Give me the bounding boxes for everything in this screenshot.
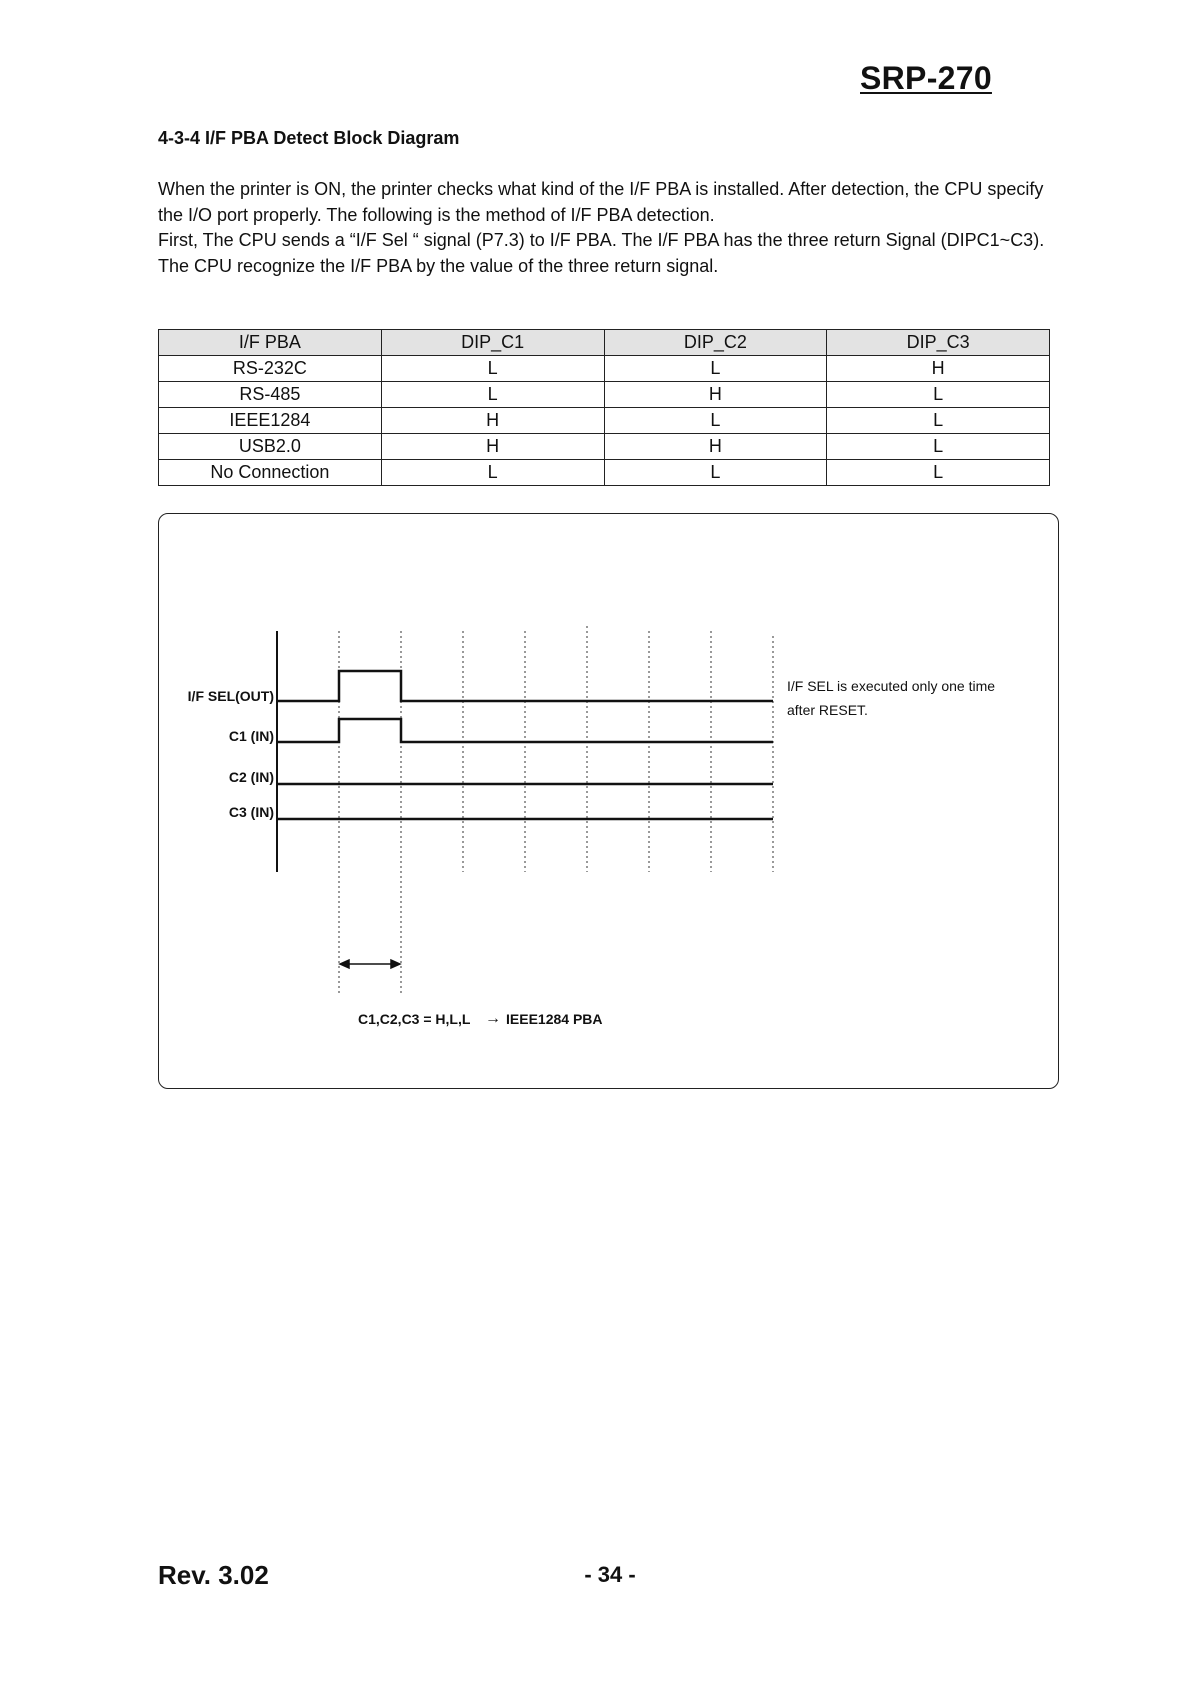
table-cell: L (381, 382, 604, 408)
result-condition: C1,C2,C3 = H,L,L (358, 1011, 471, 1027)
dip-switch-table (158, 329, 1050, 486)
page-number: - 34 - (584, 1562, 636, 1587)
table-cell: RS-232C (159, 356, 382, 382)
table-row (159, 408, 1050, 434)
duration-arrow-icon (340, 960, 400, 968)
table-row (159, 460, 1050, 486)
document-title: SRP-270 (860, 60, 992, 96)
note-line-1: I/F SEL is executed only one time (787, 678, 996, 694)
table-cell: IEEE1284 (159, 408, 382, 434)
table-row (159, 356, 1050, 382)
paragraph-1: When the printer is ON, the printer checks what kind of the I/F PBA is installed. After detection, the CPU specify the I/O port properly. The following is the method of I/F PBA detection. (158, 179, 1044, 225)
table-header-row (159, 330, 1050, 356)
result-arrow-icon: → (485, 1010, 501, 1027)
table-cell: H (604, 434, 827, 460)
table-header-cell: DIP_C3 (827, 330, 1050, 356)
signal-label-c2: C2 (IN) (228, 769, 274, 785)
table-cell: L (827, 460, 1050, 486)
table-cell: L (604, 356, 827, 382)
timing-diagram (159, 514, 1060, 1090)
table-cell: L (381, 460, 604, 486)
table-cell: No Connection (159, 460, 382, 486)
table-cell: L (604, 408, 827, 434)
table-cell: H (604, 382, 827, 408)
section-heading: 4-3-4 I/F PBA Detect Block Diagram (158, 128, 460, 148)
table-header-cell: DIP_C2 (604, 330, 827, 356)
paragraph-2: First, The CPU sends a “I/F Sel “ signal (P7.3) to I/F PBA. The I/F PBA has the three return Signal (DIPC1~C3). (158, 230, 1045, 250)
signal-label-c1: C1 (IN) (228, 728, 274, 744)
table-cell: USB2.0 (159, 434, 382, 460)
table-cell: RS-485 (159, 382, 382, 408)
table-cell: L (827, 382, 1050, 408)
note-line-2: after RESET. (787, 702, 868, 718)
timing-diagram-frame (158, 513, 1059, 1089)
signal-label-if-sel: I/F SEL(OUT) (187, 688, 274, 704)
table-cell: H (827, 356, 1050, 382)
table-row (159, 434, 1050, 460)
table-cell: L (604, 460, 827, 486)
signal-label-c3: C3 (IN) (228, 804, 274, 820)
table-row (159, 382, 1050, 408)
table-cell: L (827, 434, 1050, 460)
table-header-cell: DIP_C1 (381, 330, 604, 356)
description-text (158, 177, 1048, 279)
table-cell: H (381, 408, 604, 434)
table-cell: L (827, 408, 1050, 434)
table-cell: L (381, 356, 604, 382)
table-cell: H (381, 434, 604, 460)
result-interface: IEEE1284 PBA (506, 1011, 603, 1027)
table-header-cell: I/F PBA (159, 330, 382, 356)
paragraph-3: The CPU recognize the I/F PBA by the value of the three return signal. (158, 255, 719, 276)
time-gridlines (339, 626, 773, 994)
footer-revision: Rev. 3.02 (158, 1560, 269, 1590)
